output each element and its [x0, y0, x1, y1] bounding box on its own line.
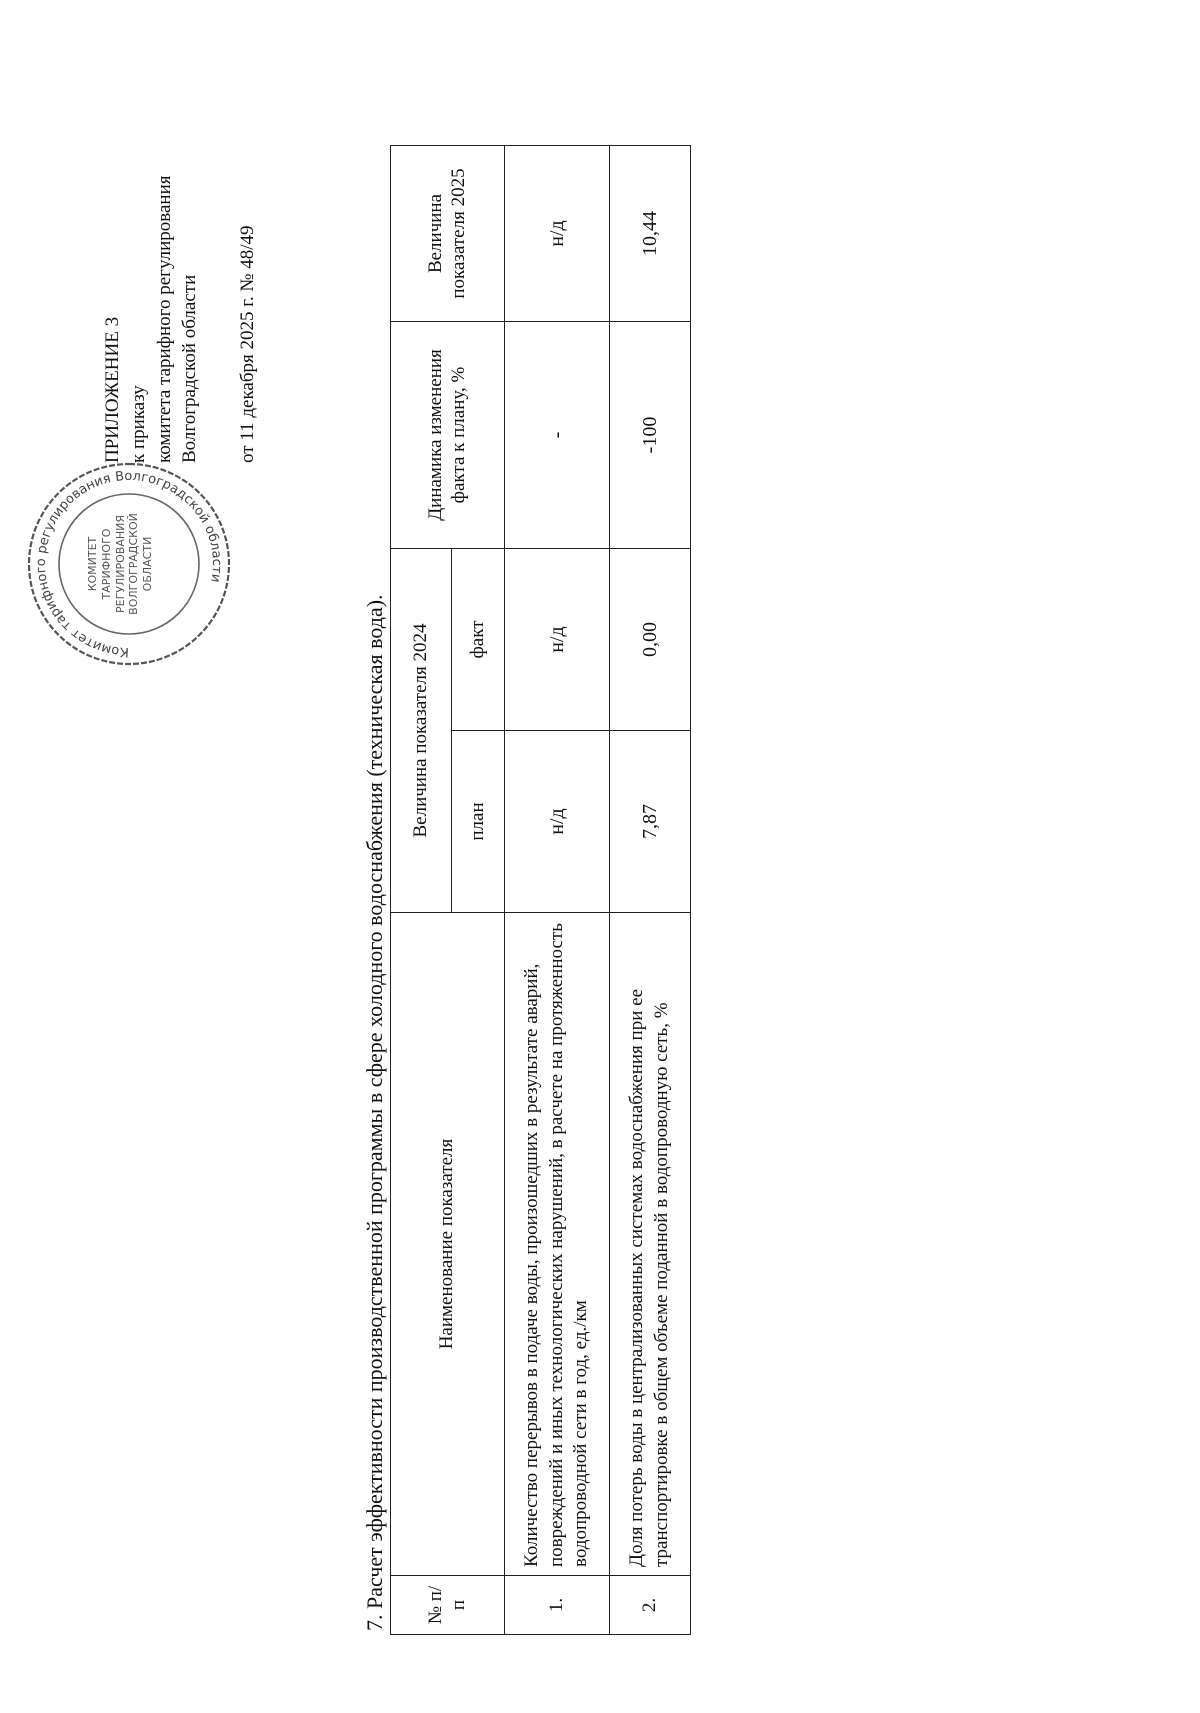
row-dynamics: -: [505, 322, 610, 549]
order-line-3: Волгоградской области: [179, 274, 201, 463]
table-header-row: [391, 146, 452, 1635]
row-name: Количество перерывов в подаче воды, произошедших в результате аварий, повреждений и иных технологических нарушений, в расчете на протяженность водопроводной сети в год, ед./км: [505, 913, 610, 1576]
row-value-2025: н/д: [505, 146, 610, 322]
order-line-1: к приказу: [127, 385, 149, 463]
row-name: Доля потерь воды в централизованных системах водоснабжения при ее транспортировке в общем объеме поданной в водопроводную сеть, %: [610, 913, 691, 1576]
header-value-2024: Величина показателя 2024: [391, 549, 452, 913]
order-line-2: комитета тарифного регулирования: [153, 175, 175, 463]
row-plan: 7,87: [610, 731, 691, 913]
row-plan: н/д: [505, 731, 610, 913]
header-value-2025: Величина показателя 2025: [391, 146, 505, 322]
appendix-label: ПРИЛОЖЕНИЕ 3: [102, 316, 123, 463]
document-title: 7. Расчет эффективности производственной программы в сфере холодного водоснабжения (техническая вода).: [362, 594, 387, 1631]
row-fact: 0,00: [610, 549, 691, 731]
header-fact: факт: [452, 549, 505, 731]
row-dynamics: -100: [610, 322, 691, 549]
table-row: [610, 146, 691, 1635]
efficiency-table: [390, 145, 691, 1635]
header-dynamics: Динамика изменения факта к плану, %: [391, 322, 505, 549]
appendix-block: [100, 175, 261, 463]
stamp-ring-text: Комитет тарифного регулирования Волгоградской области: [33, 468, 225, 660]
header-name: Наименование показателя: [391, 913, 505, 1576]
row-num: 1.: [505, 1576, 610, 1635]
official-stamp: [24, 459, 234, 669]
order-date: от 11 декабря 2025 г. № 48/49: [237, 225, 259, 463]
row-value-2025: 10,44: [610, 146, 691, 322]
table-row: [505, 146, 610, 1635]
stamp-center-text: КОМИТЕТ ТАРИФНОГО РЕГУЛИРОВАНИЯ ВОЛГОГРАДСКОЙ ОБЛАСТИ: [86, 513, 154, 615]
header-num: № п/п: [391, 1576, 505, 1635]
row-num: 2.: [610, 1576, 691, 1635]
row-fact: н/д: [505, 549, 610, 731]
header-plan: план: [452, 731, 505, 913]
